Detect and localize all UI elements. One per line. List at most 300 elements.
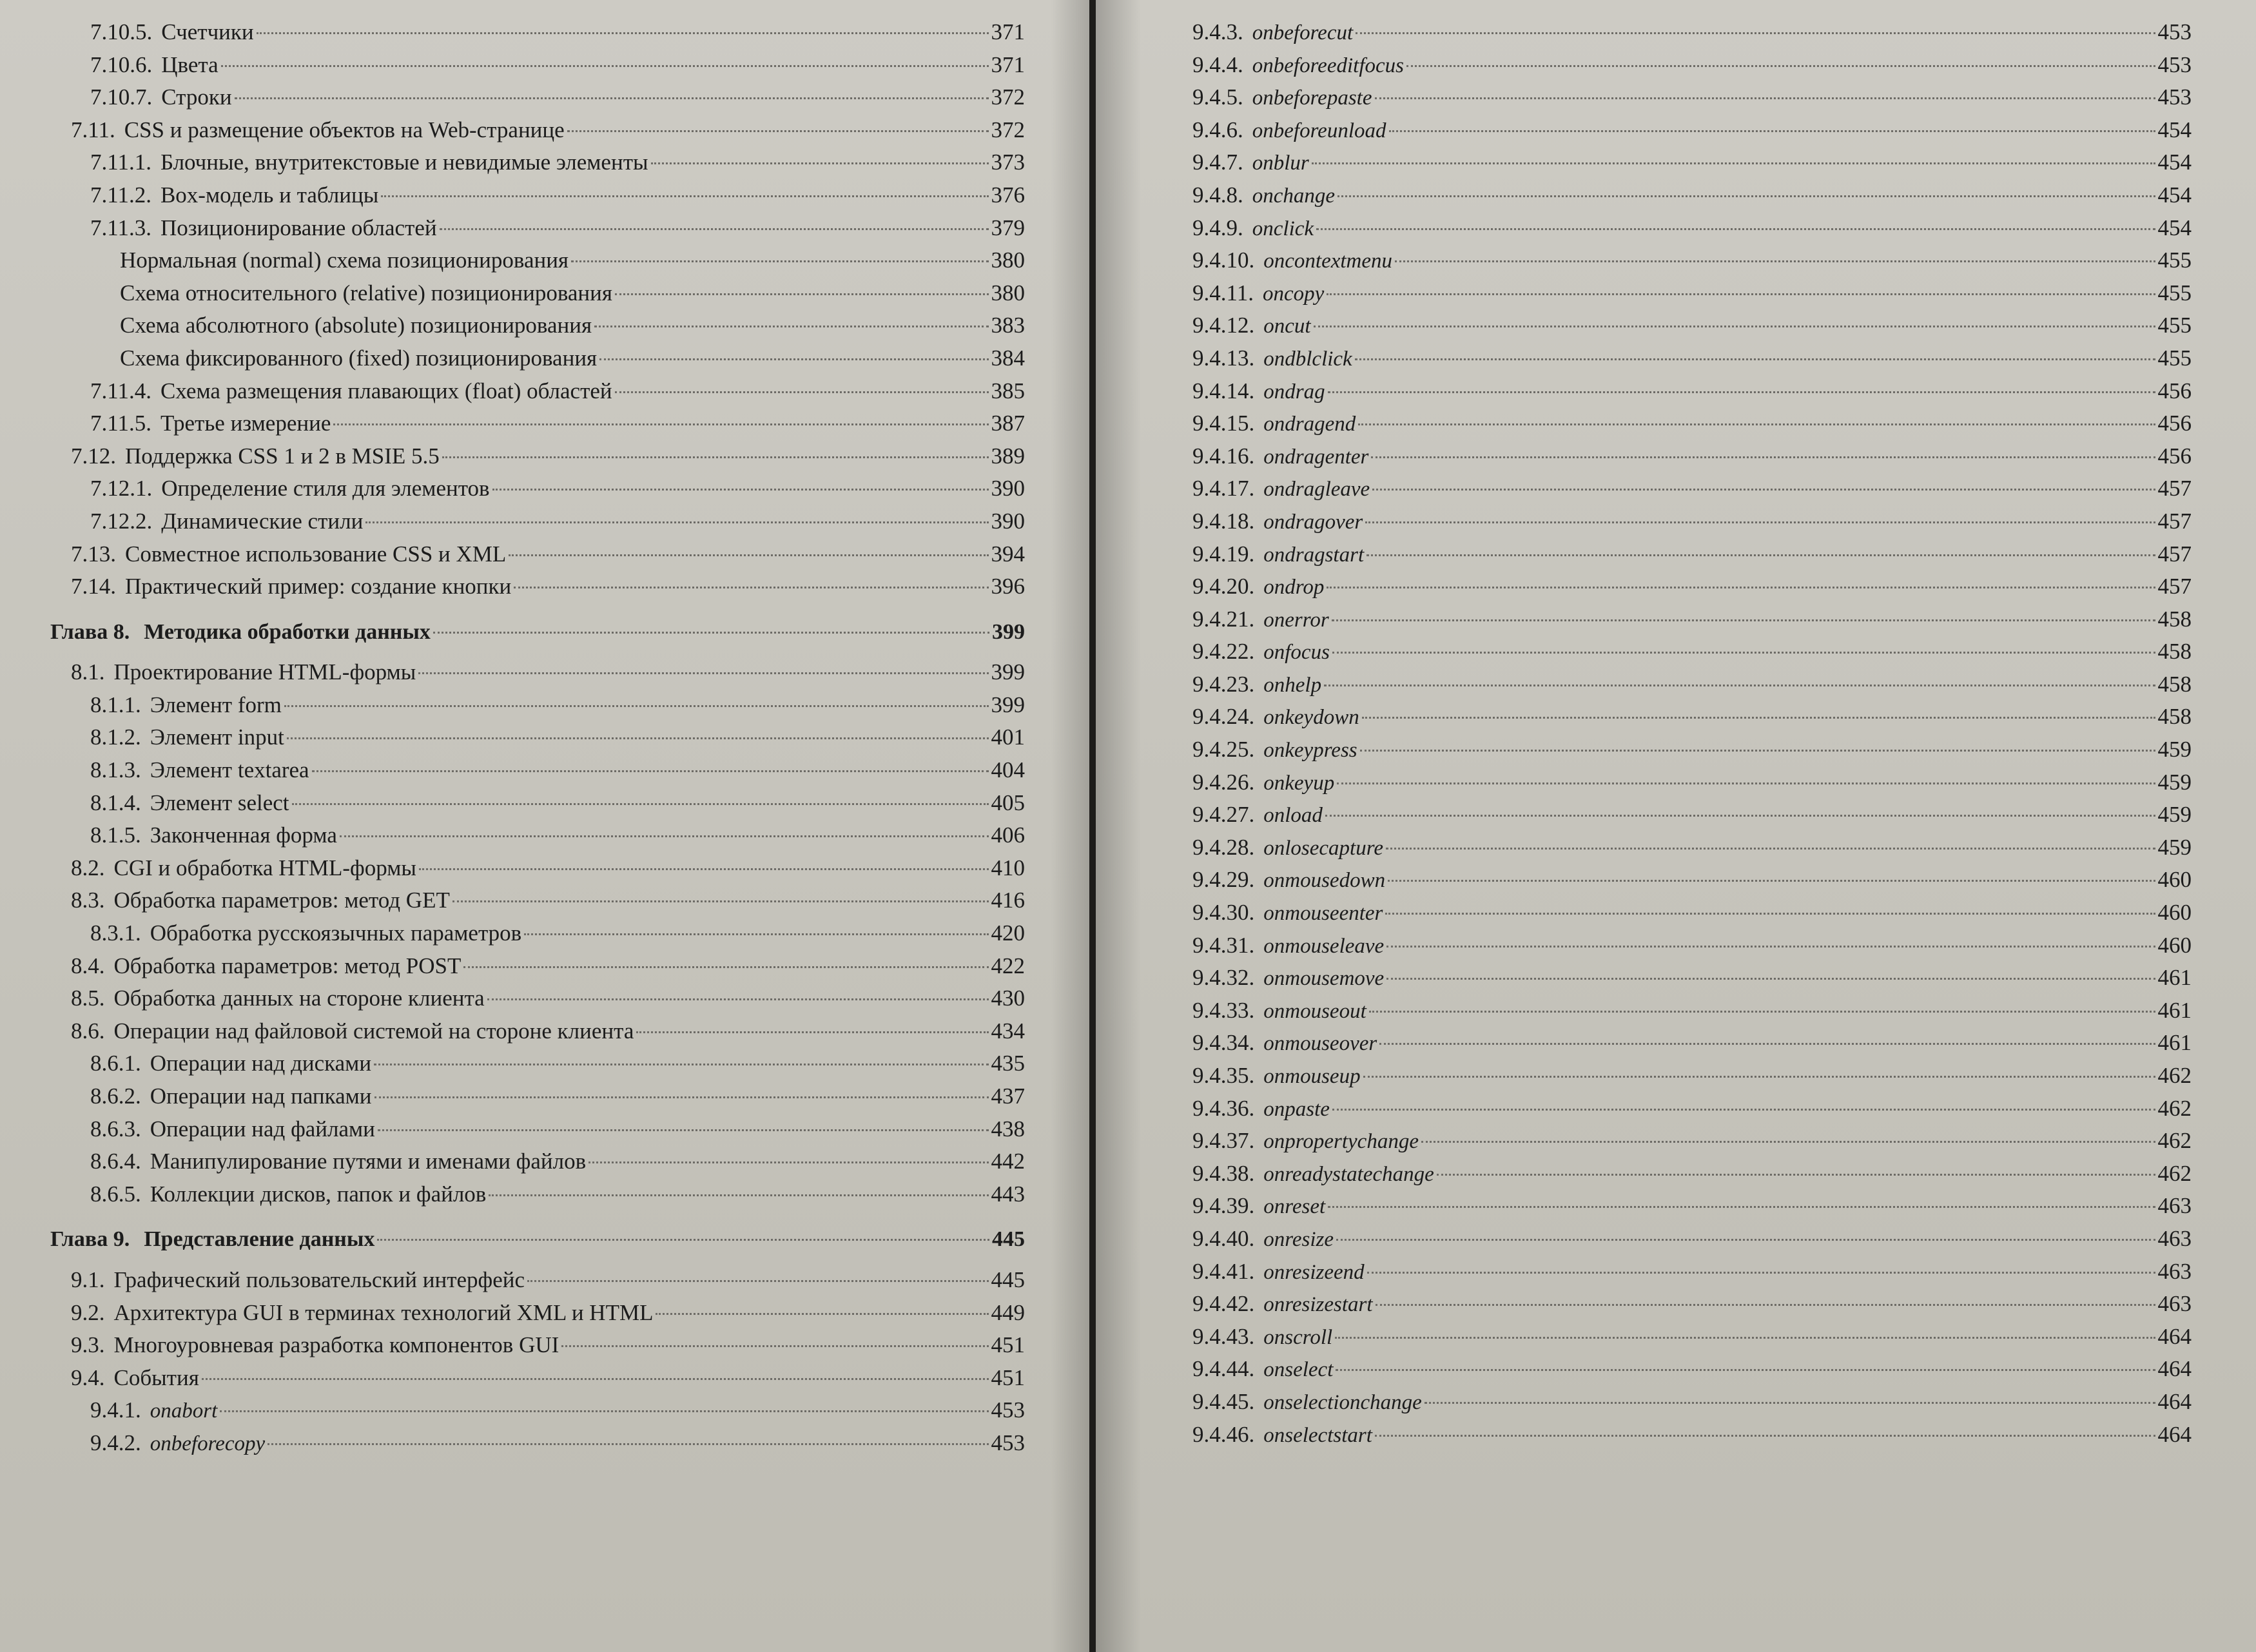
toc-entry-page: 376 (991, 182, 1025, 208)
toc-entry (1096, 1158, 2256, 1190)
toc-entry (1096, 766, 2256, 799)
toc-entry-title: onhelp (1263, 673, 1322, 697)
toc-entry-title: ondragenter (1263, 445, 1369, 469)
toc-entry-title: onscroll (1263, 1325, 1333, 1349)
toc-entry-page: 453 (991, 1397, 1025, 1423)
toc-entry-title: Элемент form (150, 692, 282, 717)
toc-entry (1096, 1288, 2256, 1321)
dot-leader (1372, 489, 2155, 491)
toc-entry-page: 464 (2157, 1323, 2192, 1349)
dot-leader (509, 554, 988, 556)
toc-entry (1096, 277, 2256, 310)
toc-entry-page: 453 (991, 1430, 1025, 1455)
toc-entry-number: 8.3.1. (90, 920, 141, 946)
toc-entry-page: 461 (2157, 997, 2192, 1023)
toc-entry-title: ondragleave (1263, 478, 1370, 501)
dot-leader (1328, 1206, 2155, 1208)
toc-entry (1096, 570, 2256, 603)
toc-entry-title: onselectionchange (1263, 1390, 1422, 1414)
toc-entry-title: Цвета (161, 52, 219, 77)
toc-entry-page: 399 (991, 659, 1025, 685)
toc-entry-number: 9.4.15. (1192, 411, 1255, 436)
toc-entry-title: onmouseup (1263, 1065, 1361, 1088)
toc-entry (1096, 831, 2256, 864)
toc-entry-title: oncopy (1262, 282, 1325, 306)
toc-entry-page: 372 (991, 117, 1025, 142)
toc-entry (0, 819, 1089, 852)
dot-leader (489, 1194, 988, 1196)
dot-leader (1375, 1435, 2155, 1437)
toc-entry-number: Глава 9. (50, 1227, 130, 1252)
dot-leader (374, 1096, 989, 1098)
toc-entry-page: 455 (2157, 345, 2192, 371)
toc-entry-number: 7.12. (71, 443, 116, 469)
toc-entry (0, 472, 1089, 505)
toc-entry (0, 1427, 1089, 1460)
toc-entry-number: 7.10.7. (90, 84, 153, 110)
toc-entry-number: 9.4.14. (1192, 378, 1255, 403)
toc-entry-number: 9.4.20. (1192, 574, 1255, 599)
dot-leader (1324, 685, 2155, 686)
toc-chapter-heading (0, 1223, 1089, 1256)
toc-entry-title: onmouseout (1263, 999, 1366, 1023)
toc-entry-title: Схема абсолютного (absolute) позиционирования (120, 313, 592, 338)
dot-leader (374, 1064, 988, 1065)
toc-entry-number: 9.4.18. (1192, 508, 1255, 534)
toc-entry-title: onbeforecut (1252, 21, 1354, 44)
toc-entry-number: 9.4.19. (1192, 541, 1255, 567)
toc-entry-number: 9.4.35. (1192, 1063, 1255, 1088)
toc-entry (1096, 1419, 2256, 1452)
toc-entry-page: 460 (2157, 900, 2192, 926)
toc-entry-title: onmousemove (1263, 967, 1385, 991)
toc-entry-page: 387 (991, 411, 1025, 436)
toc-entry-page: 410 (991, 855, 1025, 880)
toc-entry-title: Определение стиля для элементов (161, 476, 490, 501)
toc-entry-title: Схема относительного (relative) позиционирования (120, 280, 612, 306)
toc-entry (0, 982, 1089, 1015)
dot-leader (312, 770, 989, 772)
dot-leader (433, 632, 989, 634)
toc-entry-page: 389 (991, 443, 1025, 469)
toc-entry-number: 8.1.2. (90, 724, 141, 750)
toc-entry-page: 462 (2157, 1128, 2192, 1154)
toc-entry-page: 449 (991, 1299, 1025, 1325)
toc-entry-title: onresizeend (1263, 1260, 1365, 1284)
toc-entry (1096, 440, 2256, 473)
toc-entry-page: 443 (991, 1181, 1025, 1207)
toc-entry-title: onbeforepaste (1252, 86, 1372, 110)
toc-entry-page: 461 (2157, 1030, 2192, 1056)
toc-entry-number: 7.11.3. (90, 215, 151, 240)
toc-entry-title: ondrop (1263, 576, 1325, 599)
toc-entry-title: onload (1263, 804, 1323, 828)
dot-leader (377, 1239, 989, 1241)
dot-leader (527, 1280, 988, 1282)
toc-entry (1096, 244, 2256, 277)
dot-leader (1325, 815, 2155, 817)
toc-entry (0, 440, 1089, 473)
toc-entry-title: Методика обработки данных (144, 619, 431, 644)
toc-entry (0, 1145, 1089, 1178)
toc-entry-title: ondrag (1263, 380, 1325, 403)
toc-entry-number: 7.12.1. (90, 476, 153, 501)
toc-entry (1096, 1223, 2256, 1256)
toc-entry-page: 453 (2157, 84, 2192, 110)
toc-entry-title: Позиционирование областей (160, 215, 437, 240)
toc-entry-page: 422 (991, 953, 1025, 978)
toc-entry (0, 917, 1089, 950)
toc-entry (1096, 1027, 2256, 1060)
dot-leader (656, 1313, 988, 1315)
toc-entry-title: Третье измерение (160, 411, 331, 436)
toc-entry-number: 9.4.5. (1192, 84, 1243, 110)
toc-entry-title: Box-модель и таблицы (160, 182, 379, 208)
toc-entry (0, 114, 1089, 147)
toc-entry-number: 9.2. (71, 1299, 105, 1325)
toc-entry-title: ondragstart (1263, 543, 1365, 567)
dot-leader (1314, 326, 2155, 327)
toc-entry (0, 721, 1089, 754)
toc-entry-title: Многоуровневая разработка компонентов GUI (113, 1332, 559, 1358)
toc-entry-number: 9.4.9. (1192, 215, 1243, 240)
toc-entry-title: onpaste (1263, 1097, 1330, 1121)
toc-entry-page: 455 (2157, 313, 2192, 338)
dot-leader (221, 65, 989, 67)
toc-entry-page: 462 (2157, 1095, 2192, 1121)
toc-entry-page: 458 (2157, 606, 2192, 632)
toc-entry-page: 430 (991, 986, 1025, 1011)
toc-entry-title: Проектирование HTML-формы (113, 659, 416, 685)
toc-entry-title: Счетчики (161, 19, 254, 44)
dot-leader (442, 456, 989, 458)
toc-entry-page: 401 (991, 724, 1025, 750)
toc-list-left (0, 16, 1089, 1460)
left-page (0, 0, 1089, 1652)
toc-entry-title: Манипулирование путями и именами файлов (150, 1149, 587, 1174)
toc-entry-number: 9.4.30. (1192, 900, 1255, 926)
toc-entry (1096, 1190, 2256, 1223)
toc-entry-title: onlosecapture (1263, 836, 1383, 860)
toc-entry (0, 16, 1089, 49)
toc-entry-number: 9.1. (71, 1267, 105, 1292)
dot-leader (1355, 358, 2155, 360)
dot-leader (1337, 782, 2155, 784)
toc-entry-page: 458 (2157, 639, 2192, 665)
dot-leader (571, 260, 988, 262)
toc-entry-title: Обработка русскоязычных параметров (150, 920, 522, 946)
toc-entry-title: Нормальная (normal) схема позиционирования (120, 248, 569, 273)
dot-leader (365, 521, 988, 523)
toc-entry (0, 309, 1089, 342)
toc-entry-number: 7.13. (71, 541, 116, 567)
dot-leader (220, 1410, 988, 1412)
dot-leader (287, 737, 989, 739)
toc-entry-number: 9.4.34. (1192, 1030, 1255, 1056)
dot-leader (594, 326, 988, 327)
toc-entry-number: 7.11.4. (90, 378, 151, 403)
dot-leader (340, 835, 989, 837)
toc-entry (0, 179, 1089, 212)
dot-leader (1362, 717, 2155, 719)
toc-entry-number: 9.4.17. (1192, 476, 1255, 501)
toc-entry (0, 1080, 1089, 1113)
toc-entry-page: 460 (2157, 932, 2192, 958)
toc-entry (0, 852, 1089, 885)
dot-leader (1332, 619, 2155, 621)
toc-entry-number: 9.4.16. (1192, 443, 1255, 469)
toc-entry-title: onblur (1252, 151, 1309, 175)
toc-entry-page: 394 (991, 541, 1025, 567)
toc-entry-page: 457 (2157, 508, 2192, 534)
dot-leader (452, 900, 989, 902)
toc-entry (1096, 212, 2256, 245)
toc-chapter-heading (0, 616, 1089, 649)
toc-entry-number: 9.4.32. (1192, 965, 1255, 991)
toc-entry-title: onmousedown (1263, 869, 1386, 893)
toc-entry-number: 8.1.5. (90, 822, 141, 848)
toc-entry-page: 459 (2157, 737, 2192, 763)
toc-entry (0, 787, 1089, 820)
toc-entry-page: 371 (991, 19, 1025, 44)
toc-entry (0, 1015, 1089, 1048)
toc-entry-number: 9.4.1. (90, 1397, 141, 1423)
toc-entry-number: 8.3. (71, 888, 105, 913)
toc-entry-title: Схема размещения плавающих (float) областей (160, 378, 612, 403)
toc-entry-title: onerror (1263, 608, 1329, 632)
toc-entry (0, 1297, 1089, 1330)
toc-entry-page: 451 (991, 1332, 1025, 1358)
dot-leader (1371, 456, 2155, 458)
toc-entry-page: 459 (2157, 802, 2192, 828)
toc-entry-number: 9.4.41. (1192, 1258, 1255, 1284)
toc-entry-number: 9.4.23. (1192, 671, 1255, 697)
toc-entry (1096, 114, 2256, 147)
toc-entry-title: oncut (1263, 315, 1311, 338)
toc-entry (1096, 146, 2256, 179)
toc-entry-number: 9.4.36. (1192, 1095, 1255, 1121)
dot-leader (567, 130, 989, 132)
toc-entry (0, 375, 1089, 408)
toc-entry (0, 754, 1089, 787)
toc-entry-title: Операции над файловой системой на стороне клиента (113, 1018, 634, 1044)
toc-entry (1096, 538, 2256, 571)
toc-entry (0, 212, 1089, 245)
toc-entry-title: Динамические стили (161, 508, 364, 534)
toc-entry-title: onmouseover (1263, 1032, 1377, 1056)
dot-leader (615, 293, 989, 295)
toc-entry (1096, 799, 2256, 831)
dot-leader (1406, 65, 2155, 67)
toc-entry-number: 8.6.5. (90, 1181, 141, 1207)
toc-entry (1096, 309, 2256, 342)
toc-entry-number: 9.4.6. (1192, 117, 1243, 142)
toc-entry-number: 9.3. (71, 1332, 105, 1358)
dot-leader (333, 423, 988, 425)
dot-leader (1369, 1011, 2155, 1013)
toc-entry (0, 689, 1089, 722)
toc-entry-page: 463 (2157, 1225, 2192, 1251)
toc-entry-title: onkeypress (1263, 739, 1357, 763)
toc-entry-title: onselectstart (1263, 1423, 1372, 1447)
dot-leader (1327, 587, 2155, 588)
toc-entry-number: 9.4.44. (1192, 1356, 1255, 1382)
toc-entry-title: Схема фиксированного (fixed) позиционирования (120, 345, 598, 371)
toc-entry-number: 9.4.27. (1192, 802, 1255, 828)
toc-entry-number: 7.10.6. (90, 52, 153, 77)
dot-leader (1328, 391, 2155, 393)
toc-entry-title: Практический пример: создание кнопки (125, 574, 512, 599)
dot-leader (202, 1378, 989, 1380)
toc-entry-title: onbeforeeditfocus (1252, 53, 1404, 77)
toc-entry (1096, 16, 2256, 49)
toc-entry (0, 538, 1089, 571)
toc-entry-page: 416 (991, 888, 1025, 913)
toc-entry-title: Операции над папками (150, 1084, 372, 1109)
toc-entry (1096, 49, 2256, 82)
toc-entry-number: 9.4.40. (1192, 1225, 1255, 1251)
toc-entry (1096, 407, 2256, 440)
toc-entry (0, 1178, 1089, 1211)
toc-entry-number: 9.4.7. (1192, 150, 1243, 175)
toc-entry-page: 460 (2157, 867, 2192, 893)
toc-entry-number: 9.4.24. (1192, 704, 1255, 730)
toc-entry-number: 9.4.21. (1192, 606, 1255, 632)
toc-entry (1096, 995, 2256, 1027)
dot-leader (1358, 423, 2155, 425)
toc-entry-page: 459 (2157, 834, 2192, 860)
dot-leader (1386, 946, 2155, 947)
toc-entry-number: 8.1. (71, 659, 105, 685)
toc-entry-title: Операции над файлами (150, 1116, 375, 1142)
toc-entry-page: 461 (2157, 965, 2192, 991)
toc-entry-page: 463 (2157, 1193, 2192, 1219)
toc-entry-title: onfocus (1263, 641, 1330, 665)
toc-entry-page: 455 (2157, 280, 2192, 306)
toc-entry-number: 9.4.42. (1192, 1291, 1255, 1317)
dot-leader (1360, 750, 2155, 752)
toc-entry-number: 9.4.2. (90, 1430, 141, 1455)
dot-leader (267, 1443, 988, 1445)
dot-leader (284, 705, 989, 707)
toc-entry-title: Совместное использование CSS и XML (125, 541, 507, 567)
toc-entry-page: 456 (2157, 411, 2192, 436)
toc-entry-page: 438 (991, 1116, 1025, 1142)
toc-entry-number: 8.2. (71, 855, 105, 880)
toc-entry-number: 9.4. (71, 1365, 105, 1390)
toc-entry-page: 453 (2157, 19, 2192, 44)
dot-leader (378, 1129, 989, 1131)
toc-entry-page: 373 (991, 150, 1025, 175)
toc-entry-number: 9.4.22. (1192, 639, 1255, 665)
gutter-shadow (1051, 0, 1089, 1652)
dot-leader (1421, 1141, 2155, 1143)
dot-leader (1379, 1043, 2155, 1045)
dot-leader (588, 1161, 988, 1163)
toc-entry-page: 464 (2157, 1388, 2192, 1414)
toc-entry-number: 7.12.2. (90, 508, 153, 534)
toc-entry (0, 505, 1089, 538)
toc-entry (0, 1047, 1089, 1080)
toc-entry-title: Обработка параметров: метод POST (113, 953, 462, 978)
toc-entry (0, 1394, 1089, 1427)
dot-leader (1327, 293, 2155, 295)
dot-leader (1367, 1272, 2155, 1274)
toc-entry-page: 463 (2157, 1258, 2192, 1284)
toc-entry (0, 49, 1089, 82)
toc-entry-number: 9.4.25. (1192, 737, 1255, 763)
toc-entry-page: 442 (991, 1149, 1025, 1174)
toc-entry-page: 453 (2157, 52, 2192, 77)
toc-entry-page: 420 (991, 920, 1025, 946)
toc-entry-page: 390 (991, 508, 1025, 534)
toc-entry-title: CSS и размещение объектов на Web-странице (124, 117, 565, 142)
toc-entry-title: События (113, 1365, 199, 1390)
dot-leader (561, 1345, 988, 1347)
toc-entry-page: 404 (991, 757, 1025, 783)
dot-leader (636, 1031, 988, 1033)
dot-leader (1335, 1337, 2155, 1339)
toc-entry (1096, 179, 2256, 212)
toc-entry (0, 656, 1089, 689)
toc-entry-title: onbeforecopy (150, 1432, 266, 1455)
dot-leader (463, 966, 988, 968)
toc-entry-number: 9.4.31. (1192, 932, 1255, 958)
toc-entry (1096, 929, 2256, 962)
toc-entry-title: onclick (1252, 217, 1314, 240)
toc-entry-title: ondblclick (1263, 347, 1352, 371)
toc-entry-number: 8.4. (71, 953, 105, 978)
toc-entry (1096, 81, 2256, 114)
toc-entry-page: 458 (2157, 671, 2192, 697)
toc-entry-title: onmouseenter (1263, 902, 1383, 926)
toc-entry-title: ondragover (1263, 510, 1363, 534)
dot-leader (1332, 652, 2155, 654)
toc-entry-number: 8.6. (71, 1018, 105, 1044)
toc-entry-title: Элемент input (150, 724, 284, 750)
toc-entry (1096, 1353, 2256, 1386)
toc-entry-title: Элемент textarea (150, 757, 309, 783)
dot-leader (1316, 228, 2155, 230)
toc-entry-page: 457 (2157, 574, 2192, 599)
toc-entry-number: 7.11.5. (90, 411, 151, 436)
toc-entry-page: 445 (991, 1267, 1025, 1292)
toc-entry (0, 277, 1089, 310)
dot-leader (235, 97, 989, 99)
toc-entry (1096, 603, 2256, 636)
toc-entry-number: 9.4.39. (1192, 1193, 1255, 1219)
dot-leader (257, 32, 989, 34)
toc-entry-title: Операции над дисками (150, 1051, 372, 1076)
toc-entry-number: 8.1.3. (90, 757, 141, 783)
toc-entry-title: onchange (1252, 184, 1336, 208)
toc-entry-number: 9.4.33. (1192, 997, 1255, 1023)
toc-entry-number: 9.4.28. (1192, 834, 1255, 860)
toc-entry-number: 8.1.1. (90, 692, 141, 717)
toc-entry-title: ondragend (1263, 413, 1356, 436)
toc-entry-page: 385 (991, 378, 1025, 403)
toc-entry (1096, 342, 2256, 375)
toc-entry-page: 463 (2157, 1291, 2192, 1317)
dot-leader (599, 358, 988, 360)
toc-entry (1096, 734, 2256, 766)
toc-entry-page: 435 (991, 1051, 1025, 1076)
toc-entry (0, 244, 1089, 277)
dot-leader (1363, 1076, 2155, 1078)
toc-entry-title: onabort (150, 1399, 218, 1423)
toc-entry-title: onmouseleave (1263, 934, 1385, 958)
toc-entry-page: 380 (991, 248, 1025, 273)
